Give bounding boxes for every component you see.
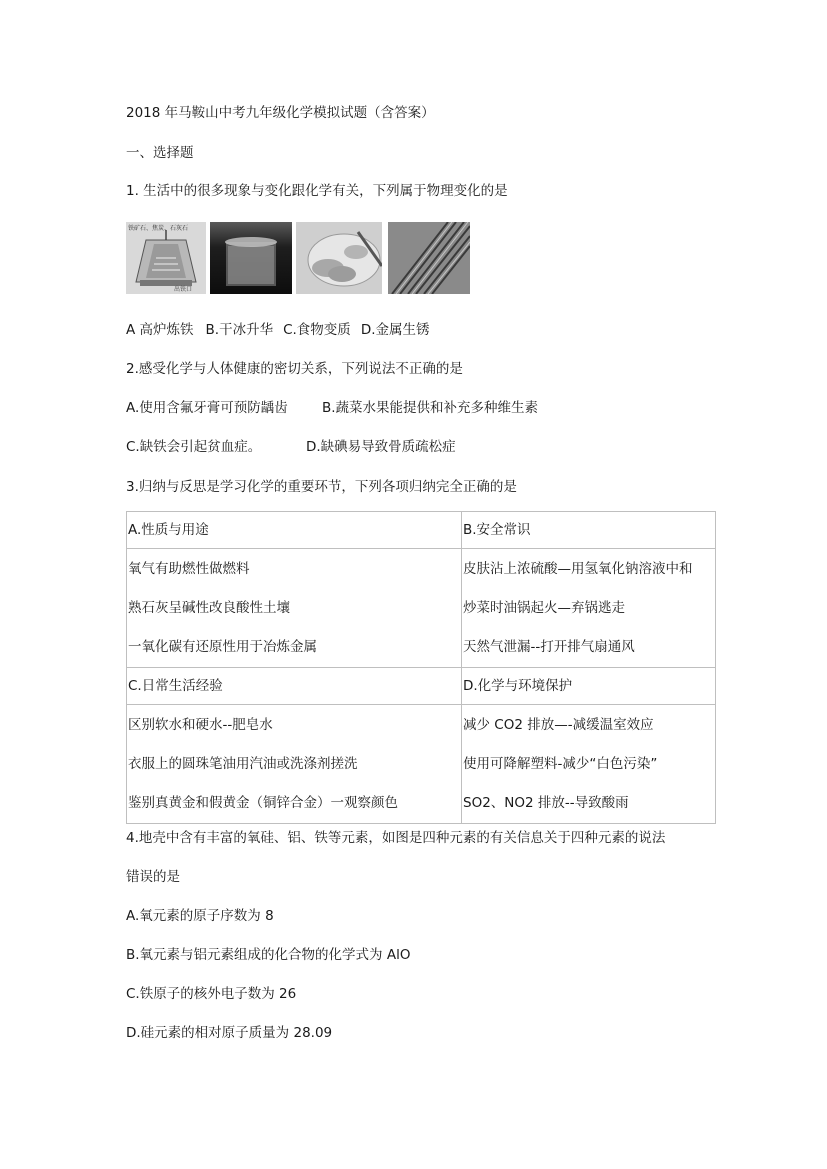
- q3-d-header: D.化学与环境保护: [463, 678, 573, 694]
- q3-c-item: 衣服上的圆珠笔油用汽油或洗涤剂搓洗: [128, 756, 358, 772]
- q4-option-b[interactable]: B.氧元素与铝元素组成的化合物的化学式为 AlO: [126, 947, 411, 963]
- q4-stem-line2: 错误的是: [126, 869, 180, 885]
- q3-d-item: 减少 CO2 排放—-减缓温室效应: [463, 717, 654, 733]
- dry-ice-photo: [210, 222, 292, 294]
- q1-options: [126, 321, 430, 339]
- q3-b-item: 皮肤沾上浓硫酸—用氢氧化钠溶液中和: [463, 561, 693, 577]
- q3-a-header-cell[interactable]: [127, 512, 462, 549]
- q3-d-item: 使用可降解塑料-减少“白色污染”: [463, 756, 658, 772]
- q3-b-header: B.安全常识: [463, 522, 531, 538]
- q1-option-b[interactable]: B.干冰升华: [205, 322, 274, 338]
- furnace-label-top: 铁矿石、焦炭、石灰石: [128, 225, 189, 232]
- q3-d-items: [462, 705, 716, 824]
- q3-a-item: 熟石灰呈碱性改良酸性土壤: [128, 600, 290, 616]
- q2-option-a[interactable]: A.使用含氟牙膏可预防龋齿: [126, 400, 288, 416]
- q3-stem: 3.归纳与反思是学习化学的重要环节，下列各项归纳完全正确的是: [126, 479, 517, 495]
- q1-option-c[interactable]: C.食物变质: [283, 322, 351, 338]
- food-spoilage-photo: [296, 222, 382, 294]
- q3-c-items: [127, 705, 462, 824]
- q3-table: [126, 511, 716, 824]
- q3-d-item: SO2、NO2 排放--导致酸雨: [463, 795, 629, 811]
- q4-option-c[interactable]: C.铁原子的核外电子数为 26: [126, 986, 297, 1002]
- q2-option-d[interactable]: D.缺碘易导致骨质疏松症: [306, 439, 456, 455]
- q3-c-item: 区别软水和硬水--肥皂水: [128, 717, 273, 733]
- q2-options-row1: [126, 399, 538, 417]
- q3-b-header-cell[interactable]: [462, 512, 716, 549]
- q2-stem: 2.感受化学与人体健康的密切关系，下列说法不正确的是: [126, 361, 463, 377]
- q3-c-header-cell[interactable]: [127, 668, 462, 705]
- doc-title: 2018 年马鞍山中考九年级化学模拟试题（含答案）: [126, 105, 435, 121]
- rusted-metal-photo: [388, 222, 470, 294]
- q4-option-a[interactable]: A.氧元素的原子序数为 8: [126, 908, 274, 924]
- section-heading: 一、选择题: [126, 145, 194, 161]
- q2-options-row2: [126, 438, 456, 456]
- q3-d-header-cell[interactable]: [462, 668, 716, 705]
- q1-option-d[interactable]: D.金属生锈: [360, 322, 430, 338]
- q3-c-item: 鉴别真黄金和假黄金（铜锌合金）一观察颜色: [128, 795, 398, 811]
- q3-b-item: 天然气泄漏--打开排气扇通风: [463, 639, 635, 655]
- furnace-label-bottom: 出铁口: [174, 286, 193, 293]
- q3-b-items: [462, 549, 716, 668]
- q3-c-header: C.日常生活经验: [128, 678, 223, 694]
- q4-option-d[interactable]: D.硅元素的相对原子质量为 28.09: [126, 1025, 333, 1041]
- q1-option-a[interactable]: A 高炉炼铁: [126, 322, 194, 338]
- q2-option-c[interactable]: C.缺铁会引起贫血症。: [126, 439, 262, 455]
- q3-a-items: [127, 549, 462, 668]
- q1-image-strip: [126, 222, 470, 294]
- blast-furnace-photo: [126, 222, 206, 294]
- q2-option-b[interactable]: B.蔬菜水果能提供和补充多种维生素: [322, 400, 539, 416]
- q3-a-item: 一氧化碳有还原性用于冶炼金属: [128, 639, 317, 655]
- q1-stem: 1. 生活中的很多现象与变化跟化学有关，下列属于物理变化的是: [126, 183, 508, 199]
- q3-a-item: 氧气有助燃性做燃料: [128, 561, 250, 577]
- q4-stem-line1: 4.地壳中含有丰富的氧硅、铝、铁等元素，如图是四种元素的有关信息关于四种元素的说法: [126, 830, 666, 846]
- q3-a-header: A.性质与用途: [128, 522, 209, 538]
- q3-b-item: 炒菜时油锅起火—弃锅逃走: [463, 600, 625, 616]
